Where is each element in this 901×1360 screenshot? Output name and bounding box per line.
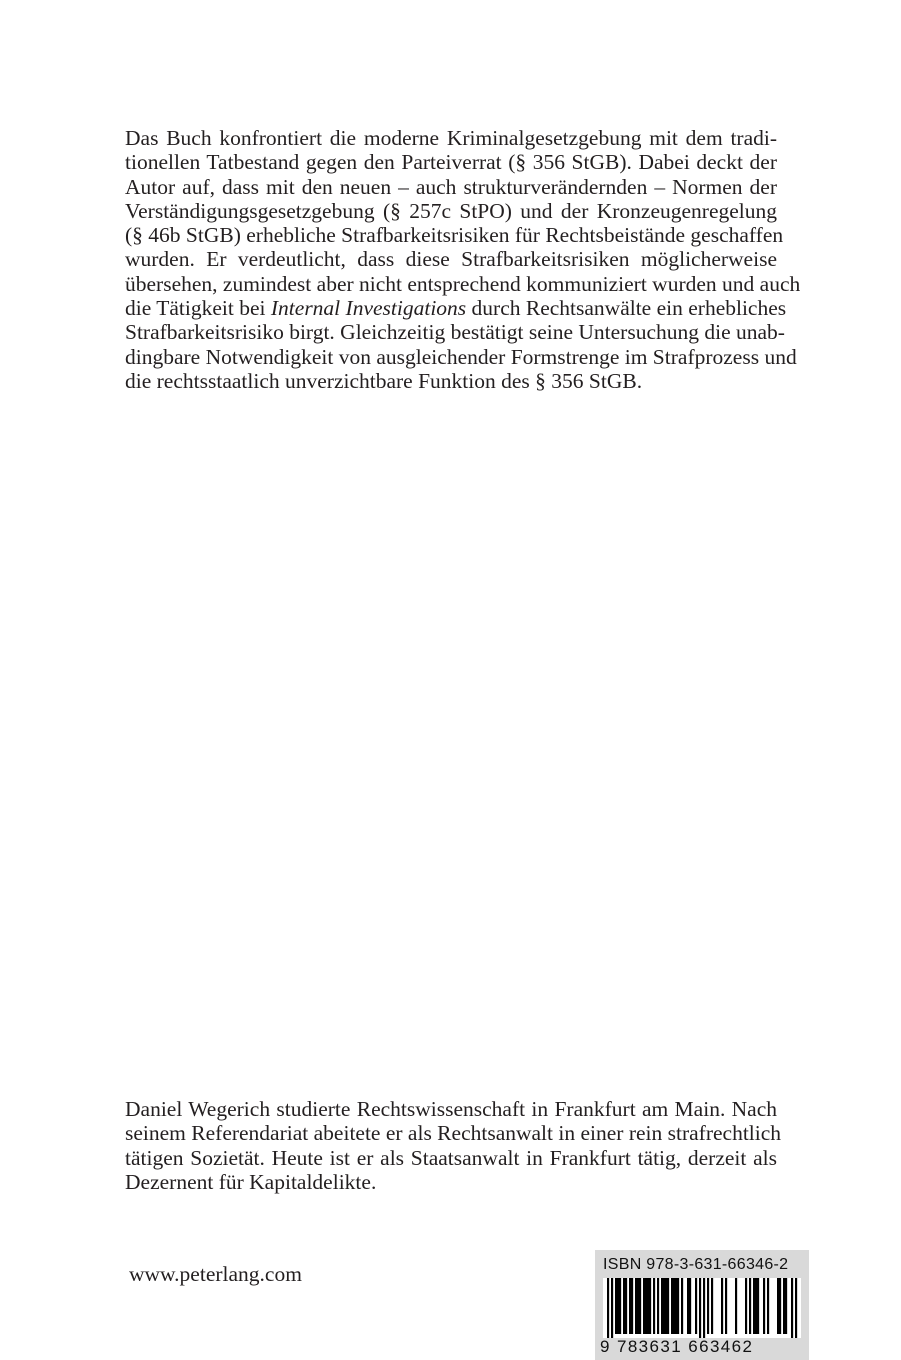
barcode-bar [755, 1278, 757, 1334]
barcode-bar [681, 1278, 683, 1334]
barcode-bar [721, 1278, 723, 1334]
blurb-line: die rechtsstaatlich unverzichtbare Funktion des § 356 StGB. [125, 368, 643, 393]
barcode-bar [791, 1278, 793, 1338]
blurb-fragment: durch Rechtsanwälte ein erhebliches [466, 296, 787, 321]
bio-line: Daniel Wegerich studierte Rechtswissenschaft in Frankfurt am Main. Nach [125, 1097, 777, 1121]
author-bio [125, 1097, 782, 1194]
barcode-bar [711, 1278, 713, 1334]
barcode-bar [725, 1278, 727, 1334]
bio-line: Dezernent für Kapitaldelikte. [125, 1169, 377, 1194]
barcode-bar [649, 1278, 651, 1334]
blurb-line: dingbare Notwendigkeit von ausgleichender Formstrenge im Strafprozess und [125, 344, 797, 369]
blurb-line: Strafbarkeitsrisiko birgt. Gleichzeitig bestätigt seine Untersuchung die unab- [125, 320, 785, 345]
isbn-label: ISBN 978-3-631-66346-2 [603, 1256, 789, 1273]
barcode-bar [639, 1278, 641, 1334]
barcode-bar [779, 1278, 781, 1334]
barcode-bar [673, 1278, 675, 1334]
barcode-bar [667, 1278, 669, 1334]
barcode-bar [707, 1278, 709, 1334]
barcode-bar [611, 1278, 613, 1338]
blurb-line: Das Buch konfrontiert die moderne Kriminalgesetzgebung mit dem tradi- [125, 126, 777, 150]
barcode-bar [653, 1278, 655, 1334]
barcode-bar [795, 1278, 797, 1338]
blurb-line: Verständigungsgesetzgebung (§ 257c StPO) und der Kronzeugenregelung [125, 198, 777, 223]
barcode-digits: 9 783631 663462 [600, 1337, 754, 1356]
barcode-bar [703, 1278, 705, 1338]
barcode-bar [699, 1278, 701, 1338]
barcode-bar [783, 1278, 785, 1334]
barcode-graphic [603, 1278, 801, 1338]
barcode-bar [619, 1278, 621, 1334]
blurb-fragment: die Tätigkeit bei [125, 296, 271, 321]
barcode-bar [753, 1278, 755, 1334]
blurb-line: Autor auf, dass mit den neuen – auch strukturverändernden – Normen der [125, 174, 777, 199]
barcode-bar [767, 1278, 769, 1334]
blurb-line: tionellen Tatbestand gegen den Parteiverrat (§ 356 StGB). Dabei deckt der [125, 150, 777, 175]
barcode-bar [615, 1278, 617, 1334]
barcode-bar [671, 1278, 673, 1334]
barcode-bar [607, 1278, 609, 1338]
barcode-bar [675, 1278, 677, 1334]
barcode-bar [665, 1278, 667, 1334]
barcode-bar [695, 1278, 697, 1334]
barcode-bar [763, 1278, 765, 1334]
barcode-bar [735, 1278, 737, 1334]
blurb-line: übersehen, zumindest aber nicht entsprechend kommuniziert wurden und auch [125, 271, 801, 296]
barcode-bar [625, 1278, 627, 1334]
barcode-bar [785, 1278, 787, 1334]
barcode-bar [637, 1278, 639, 1334]
blurb-line: (§ 46b StGB) erhebliche Strafbarkeitsrisiken für Rechtsbeistände geschaffen [125, 223, 784, 248]
barcode-bar [645, 1278, 647, 1334]
barcode-bar [745, 1278, 747, 1334]
barcode-bar [623, 1278, 625, 1334]
isbn-barcode-box [595, 1250, 809, 1360]
barcode-bar [631, 1278, 633, 1334]
bio-line: tätigen Sozietät. Heute ist er als Staatsanwalt in Frankfurt tätig, derzeit als [125, 1145, 777, 1170]
blurb-line-italic [125, 296, 787, 321]
blurb-line: wurden. Er verdeutlicht, dass diese Strafbarkeitsrisiken möglicherweise [125, 247, 777, 272]
barcode-bar [689, 1278, 691, 1334]
barcode-bar [661, 1278, 663, 1334]
back-cover-blurb [125, 126, 801, 393]
publisher-website-link[interactable]: www.peterlang.com [129, 1262, 302, 1286]
barcode-bar [663, 1278, 665, 1334]
barcode-bar [749, 1278, 751, 1334]
barcode-bar [657, 1278, 659, 1334]
barcode-bar [677, 1278, 679, 1334]
barcode-bar [687, 1278, 689, 1334]
barcode-bar [635, 1278, 637, 1334]
barcode-bar [617, 1278, 619, 1334]
bio-line: seinem Referendariat abeitete er als Rechtsanwalt in einer rein strafrechtlich [125, 1121, 782, 1146]
barcode-bar [647, 1278, 649, 1334]
italic-term: Internal Investigations [270, 296, 467, 321]
barcode-bar [757, 1278, 759, 1334]
barcode-bar [643, 1278, 645, 1334]
barcode-bar [777, 1278, 779, 1334]
barcode-bar [629, 1278, 631, 1334]
